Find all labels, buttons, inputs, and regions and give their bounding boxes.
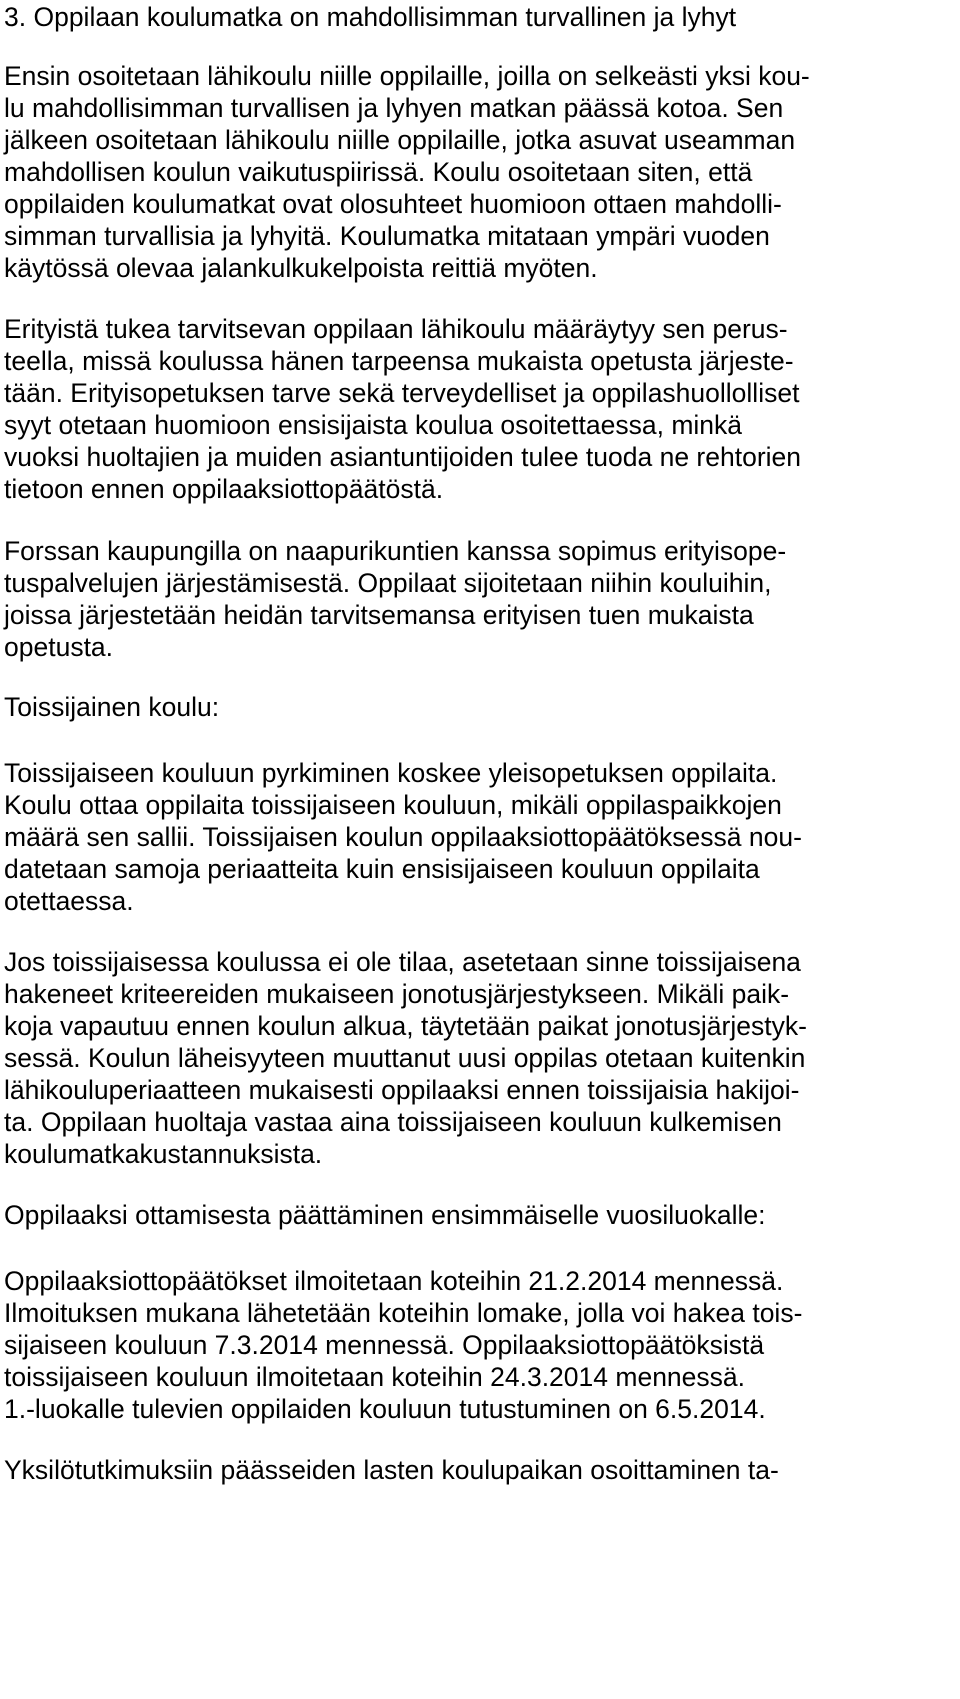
paragraph-line: simman turvallisia ja lyhyitä. Koulumatka mitataan ympäri vuoden [4, 221, 770, 251]
paragraph-line: lu mahdollisimman turvallisen ja lyhyen matkan päässä kotoa. Sen [4, 93, 784, 123]
paragraph-line: tuspalvelujen järjestämisestä. Oppilaat sijoitetaan niihin kouluihin, [4, 568, 772, 598]
paragraph-line: Koulu ottaa oppilaita toissijaiseen kouluun, mikäli oppilaspaikkojen [4, 790, 782, 820]
subheading: Oppilaaksi ottamisesta päättäminen ensimmäiselle vuosiluokalle: [4, 1200, 766, 1230]
section-heading: 3. Oppilaan koulumatka on mahdollisimman turvallinen ja lyhyt [4, 2, 737, 32]
paragraph-line: Jos toissijaisessa koulussa ei ole tilaa, asetetaan sinne toissijaisena [4, 947, 801, 977]
paragraph-line: hakeneet kriteereiden mukaiseen jonotusjärjestykseen. Mikäli paik- [4, 979, 790, 1009]
paragraph-line: Erityistä tukea tarvitsevan oppilaan lähikoulu määräytyy sen perus- [4, 314, 788, 344]
paragraph-line: koulumatkakustannuksista. [4, 1139, 323, 1169]
paragraph-line: syyt otetaan huomioon ensisijaista koulua osoitettaessa, minkä [4, 410, 743, 440]
paragraph-line: tietoon ennen oppilaaksiottopäätöstä. [4, 474, 444, 504]
paragraph-line: toissijaiseen kouluun ilmoitetaan koteihin 24.3.2014 mennessä. [4, 1362, 746, 1392]
paragraph-line: joissa järjestetään heidän tarvitsemansa erityisen tuen mukaista [4, 600, 754, 630]
paragraph-line: jälkeen osoitetaan lähikoulu niille oppilaille, jotka asuvat useamman [4, 125, 796, 155]
paragraph-line: teella, missä koulussa hänen tarpeensa mukaista opetusta järjeste- [4, 346, 794, 376]
paragraph-line: sessä. Koulun läheisyyteen muuttanut uusi oppilas otetaan kuitenkin [4, 1043, 806, 1073]
paragraph-line: otettaessa. [4, 886, 134, 916]
paragraph-line: Ilmoituksen mukana lähetetään koteihin lomake, jolla voi hakea tois- [4, 1298, 803, 1328]
paragraph-line: vuoksi huoltajien ja muiden asiantuntijoiden tulee tuoda ne rehtorien [4, 442, 802, 472]
paragraph-line: oppilaiden koulumatkat ovat olosuhteet huomioon ottaen mahdolli- [4, 189, 782, 219]
paragraph-line: Ensin osoitetaan lähikoulu niille oppilaille, joilla on selkeästi yksi kou- [4, 61, 810, 91]
paragraph-line: lähikouluperiaatteen mukaisesti oppilaaksi ennen toissijaisia hakijoi- [4, 1075, 800, 1105]
paragraph-line: opetusta. [4, 632, 114, 662]
paragraph-line: 1.-luokalle tulevien oppilaiden kouluun tutustuminen on 6.5.2014. [4, 1394, 766, 1424]
paragraph-line: Forssan kaupungilla on naapurikuntien kanssa sopimus erityisope- [4, 536, 787, 566]
paragraph-line: määrä sen sallii. Toissijaisen koulun oppilaaksiottopäätöksessä nou- [4, 822, 802, 852]
paragraph-line: koja vapautuu ennen koulun alkua, täytetään paikat jonotusjärjestyk- [4, 1011, 807, 1041]
paragraph-line: mahdollisen koulun vaikutuspiirissä. Koulu osoitetaan siten, että [4, 157, 753, 187]
paragraph-line: datetaan samoja periaatteita kuin ensisijaiseen kouluun oppilaita [4, 854, 760, 884]
paragraph-line: käytössä olevaa jalankulkukelpoista reittiä myöten. [4, 253, 598, 283]
paragraph-line: Yksilötutkimuksiin päässeiden lasten koulupaikan osoittaminen ta- [4, 1455, 779, 1485]
paragraph-line: Oppilaaksiottopäätökset ilmoitetaan koteihin 21.2.2014 mennessä. [4, 1266, 784, 1296]
paragraph-line: Toissijaiseen kouluun pyrkiminen koskee yleisopetuksen oppilaita. [4, 758, 778, 788]
paragraph-line: ta. Oppilaan huoltaja vastaa aina toissijaiseen kouluun kulkemisen [4, 1107, 782, 1137]
paragraph-line: tään. Erityisopetuksen tarve sekä terveydelliset ja oppilashuollolliset [4, 378, 800, 408]
subheading: Toissijainen koulu: [4, 692, 220, 722]
paragraph-line: sijaiseen kouluun 7.3.2014 mennessä. Oppilaaksiottopäätöksistä [4, 1330, 765, 1360]
